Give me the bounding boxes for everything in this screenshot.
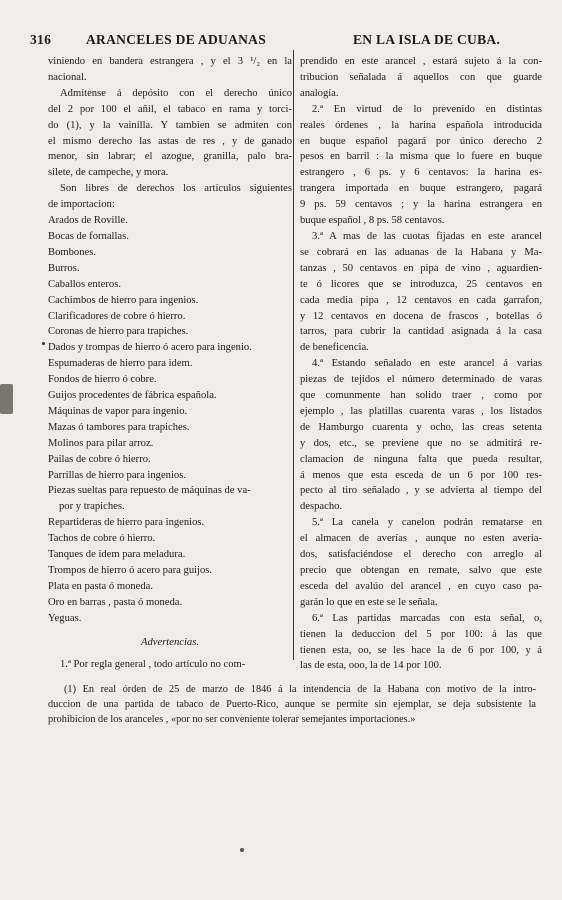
list-item: Dados y trompas de hierro ó acero para ingenio. [48,342,252,354]
paragraph-free-items [48,181,292,213]
text-line: trangera importada en buque estrangero, pagará [300,183,542,195]
text-line: buque español , 8 ps. 58 centavos. [300,215,445,227]
list-item: Parrillas de hierro para ingenios. [48,469,186,481]
text-line: y dos, etc., se previene que no se admitirá re- [300,437,542,449]
list-item: Arados de Roville. [48,215,128,227]
list-item: Trompos de hierro ó acero para guijos. [48,565,213,576]
text-line: el mismo derecho las astas de res , y de ganado [48,135,292,147]
text-line: 2.ª En virtud de lo prevenido en distintas [312,103,542,115]
list-item: Coronas de hierro para trapiches. [48,326,189,338]
text-line: que comunmente han solido traer , como por [300,390,542,402]
list-item: Piezas sueltas para repuesto de máquinas de va- [48,485,251,497]
paragraph-deposit [48,86,292,181]
list-item: Clarificadores de cobre ó hierro. [48,310,186,322]
ink-speck [240,848,244,852]
footnote [48,682,536,727]
text-line: Admítense á depósito con el derecho único [60,87,292,99]
text-line: precio que obtengan en remate, salvo que este [300,565,542,576]
text-line: 9 ps. 59 centavos ; y la harina estrangera en [300,199,542,211]
text-line: en buque español pagará por único derecho 2 [300,135,542,147]
list-item: Molinos para pilar arroz. [48,437,154,449]
list-item: Cachimbos de hierro para ingenios. [48,294,199,306]
list-item: Tanques de idem para meladura. [48,549,186,561]
text-line: las de esta, ooo, la de 14 por 100. [300,660,442,672]
list-item: Fondos de hierro ó cobre. [48,374,157,386]
text-line: prendido en este arancel , estará sujeto á la con- [300,56,542,67]
list-item: Oro en barras , pasta ó moneda. [48,596,183,608]
list-item: Bocas de fornallas. [48,230,129,242]
text-line: pecto al tiro señalado , y se advierta al tiempo del [300,485,542,497]
subheading: Advertencias. [141,636,199,648]
text-line: te ó licores que se introduzca, 25 centavos en [300,278,542,290]
footnote-line: prohibicion de los aranceles , «por no ser conveniente tolerar semejantes importaciones.» [48,714,416,725]
free-items-list [48,213,292,627]
text-line: tienen esta, oo, se les hace la de 6 por 100, y á [300,644,542,656]
text-line: dos, satisfaciéndose el derecho con arreglo al [300,549,542,561]
page-edge-mark [0,384,13,414]
text-line: tienen la deduccion del 5 por 100: á las que [300,628,542,640]
footnote-line: (1) En real órden de 25 de marzo de 1846 á la intendencia de la Habana con motivo de la intro- [64,684,536,695]
list-item: Plata en pasta ó moneda. [48,580,154,592]
text-line: tarros, para cubrir la cantidad asignada á la casa [300,326,542,338]
text-line: de Hamburgo cuarenta y ocho, las creas setenta [300,421,542,433]
footnote-line: duccion de una partida de tabaco de Puerto-Rico, aunque se permite sin ejemplar, se deja subsistente la [48,699,536,710]
list-item: Bombones. [48,246,96,258]
header-right-title: EN LA ISLA DE CUBA. [353,32,501,47]
list-item: Máquinas de vapor para ingenio. [48,405,188,417]
text-line: ejemplo , las platillas cuarenta varas , los listados [300,405,542,417]
column-divider [293,50,294,660]
text-line: Son libres de derechos los artículos siguientes [60,183,292,195]
left-column [48,54,292,672]
text-line: reales órdenes , la harina española introducida [300,119,542,131]
text-line: do (1), y la vainilla. Y tambien se admiten con [48,119,292,131]
text-line: 6.ª Las partidas marcadas con esta señal, o, [312,612,542,624]
text-line: 1.ª Por regla general , todo artículo no com- [60,658,246,670]
text-line: cada media pipa , 12 centavos en cada garrafon, [300,294,542,306]
list-item: Tachos de cobre ó hierro. [48,533,156,545]
text-line: á menos que esta esceda de un 6 por 100 res- [300,469,542,481]
list-item: Repartideras de hierro para ingenios. [48,517,205,529]
text-line: pesos en barril : la misma que lo fuere en buque [300,151,542,163]
right-column [300,54,542,674]
header-left-title: ARANCELES DE ADUANAS [86,32,267,47]
text-line: tribucion señalada á aquellos con que guarde [300,71,542,83]
text-line: se cobrará en las aduanas de la Habana y Ma- [300,246,542,258]
text-line: estrangero , 6 ps. y 6 centavos: la harina es- [300,167,542,179]
page-number: 316 [30,32,52,47]
text-line: nacional. [48,71,87,83]
text-line: 3.ª A mas de las cuotas fijadas en este arancel [312,230,542,242]
text-line: silete, de campeche, y mora. [48,167,169,179]
text-line: 4.ª Estando señalado en este arancel á varias [312,358,542,370]
list-item: por y trapiches. [59,501,125,513]
text-line: de importacion: [48,199,115,211]
text-line: el almacen de averías , aunque no esten averia- [300,533,542,545]
text-line: tanzas , 50 centavos en pipa de vino , aguardien- [300,262,542,274]
list-item: Caballos enteros. [48,278,121,290]
text-line: del 2 por 100 el añil, el tabaco en rama y torci- [48,103,292,115]
list-item: Guijos procedentes de fábrica española. [48,390,217,402]
text-line: y 12 centavos en docena de frascos , botellas ó [300,310,542,322]
text-line: esceda del avalúo del arancel , en cuyo caso pa- [300,580,542,592]
text-line: 5.ª La canela y canelon podrán rematarse en [312,517,542,529]
text-line: clamacion de ninguna falta que pueda resultar, [300,453,542,465]
margin-dot [42,342,45,345]
list-item: Yeguas. [48,612,82,624]
text-line: de beneficencia. [300,342,369,354]
list-item: Pailas de cobre ó hierro. [48,453,151,465]
list-item: Mazas ó tambores para trapiches. [48,421,190,433]
text-line: analogía. [300,87,339,99]
text-line: piezas de tejidos el número determinado de varas [300,374,542,386]
text-line: menor, sin labrar; el azogue, granilla, palo bra- [48,151,292,163]
list-item: Burros. [48,262,80,274]
text-line: viniendo en bandera estrangera , y el 3 ¹/₂ en la [48,56,292,67]
text-line: garán lo que en este se le señala. [300,596,438,608]
text-line: despacho. [300,501,343,513]
list-item: Espumaderas de hierro para idem. [48,358,193,370]
running-header [30,32,530,50]
